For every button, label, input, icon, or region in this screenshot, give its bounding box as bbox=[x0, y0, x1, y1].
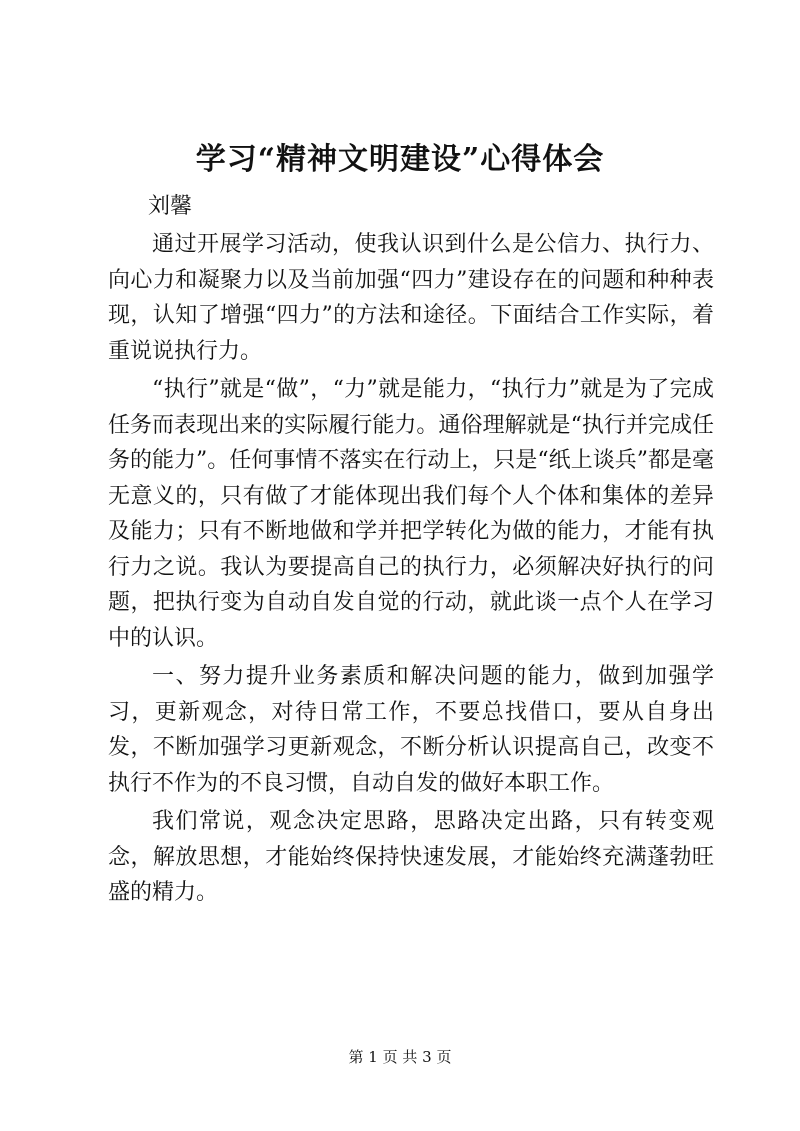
page-footer: 第 1 页 共 3 页 bbox=[348, 1048, 452, 1066]
paragraph: “执行”就是“做”，“力”就是能力，“执行力”就是为了完成任务而表现出来的实际履行能力。通俗理解就是“执行并完成任务的能力”。任何事情不落实在行动上，只是“纸上谈兵”都是毫无意义的，只有做了才能体现出我们每个人个体和集体的差异及能力；只有不断地做和学并把学转化为做的能力，才能有执行力之说。我认为要提高自己的执行力，必须解决好执行的问题，把执行变为自动自发自觉的行动，就此谈一点个人在学习中的认识。 bbox=[108, 377, 714, 651]
paragraph: 通过开展学习活动，使我认识到什么是公信力、执行力、向心力和凝聚力以及当前加强“四力”建设存在的问题和种种表现，认知了增强“四力”的方法和途径。下面结合工作实际，着重说说执行力。 bbox=[108, 232, 714, 364]
document-title: 学习“精神文明建设”心得体会 bbox=[195, 142, 605, 177]
document-author: 刘馨 bbox=[148, 194, 193, 219]
paragraph: 我们常说，观念决定思路，思路决定出路，只有转变观念，解放思想，才能始终保持快速发展，才能始终充满蓬勃旺盛的精力。 bbox=[108, 809, 714, 905]
paragraph: 一、努力提升业务素质和解决问题的能力，做到加强学习，更新观念，对待日常工作，不要总找借口，要从自身出发，不断加强学习更新观念，不断分析认识提高自己，改变不执行不作为的不良习惯，自动自发的做好本职工作。 bbox=[108, 664, 714, 796]
document-body bbox=[108, 227, 714, 914]
